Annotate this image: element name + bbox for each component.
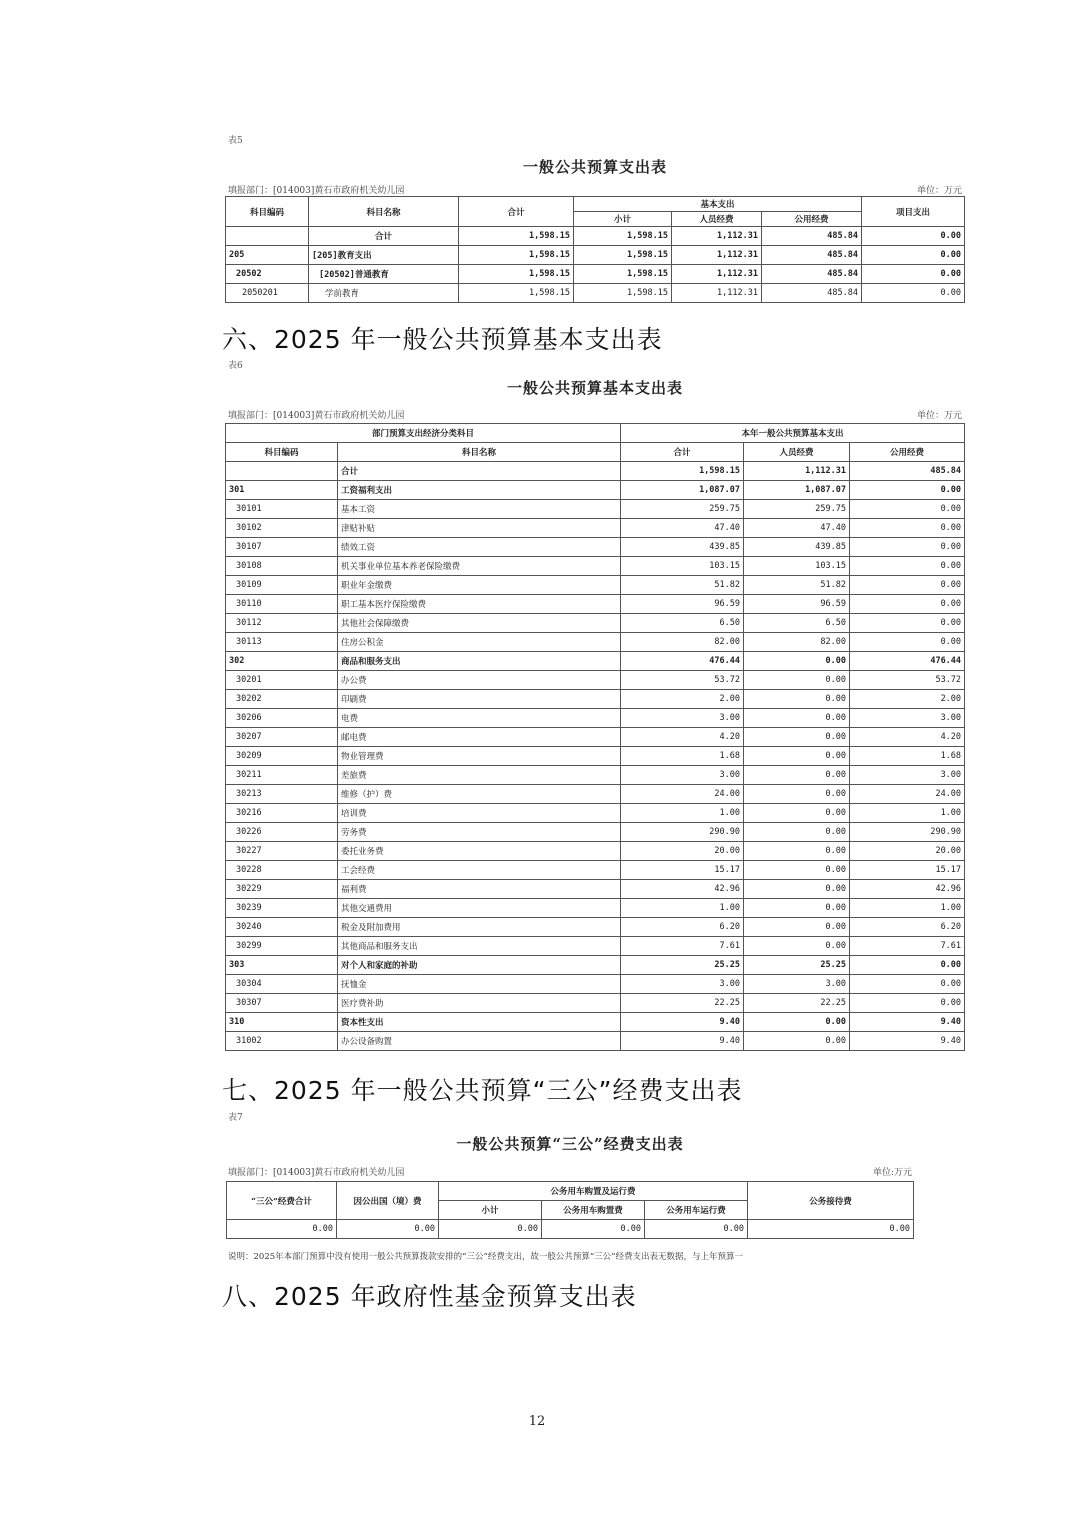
row-name: 办公费 (338, 671, 621, 690)
row-code: 30209 (226, 747, 338, 766)
t6-body (226, 462, 965, 1051)
row-personnel: 439.85 (744, 538, 850, 557)
table-row (226, 227, 965, 246)
row-total: 15.17 (621, 861, 744, 880)
row-public: 290.90 (850, 823, 965, 842)
row-personnel: 0.00 (744, 709, 850, 728)
row-personnel: 51.82 (744, 576, 850, 595)
row-project: 0.00 (862, 227, 965, 246)
t5-header-name: 科目名称 (309, 197, 459, 227)
row-public: 485.84 (762, 246, 862, 265)
table7-tag: 表7 (228, 1113, 243, 1123)
row-personnel: 25.25 (744, 956, 850, 975)
row-public: 0.00 (850, 633, 965, 652)
row-code: 301 (226, 481, 338, 500)
row-personnel: 47.40 (744, 519, 850, 538)
table-row (226, 690, 965, 709)
row-name: 学前教育 (309, 284, 459, 303)
row-name: 对个人和家庭的补助 (338, 956, 621, 975)
row-personnel: 0.00 (744, 1032, 850, 1051)
table7 (226, 1181, 914, 1239)
row-code: 30207 (226, 728, 338, 747)
table5-tag: 表5 (228, 136, 243, 146)
t7-operation: 0.00 (645, 1220, 748, 1239)
table-row (226, 861, 965, 880)
table6-dept: 填报部门：[014003]黄石市政府机关幼儿园 (228, 411, 405, 421)
row-total: 25.25 (621, 956, 744, 975)
row-name: 资本性支出 (338, 1013, 621, 1032)
row-personnel: 22.25 (744, 994, 850, 1013)
table-row (226, 994, 965, 1013)
row-public: 15.17 (850, 861, 965, 880)
t5-header-total: 合计 (459, 197, 574, 227)
row-public: 2.00 (850, 690, 965, 709)
table5-unit: 单位：万元 (916, 186, 962, 196)
row-personnel: 1,112.31 (672, 284, 762, 303)
row-public: 0.00 (850, 500, 965, 519)
table-row (226, 804, 965, 823)
t6-header-public: 公用经费 (850, 443, 965, 462)
row-name: 委托业务费 (338, 842, 621, 861)
row-subtotal: 1,598.15 (574, 227, 672, 246)
row-code: 30202 (226, 690, 338, 709)
row-total: 2.00 (621, 690, 744, 709)
table-row (226, 766, 965, 785)
row-project: 0.00 (862, 284, 965, 303)
row-total: 9.40 (621, 1032, 744, 1051)
row-personnel: 96.59 (744, 595, 850, 614)
table7-dept: 填报部门：[014003]黄石市政府机关幼儿园 (228, 1168, 405, 1178)
row-public: 485.84 (762, 227, 862, 246)
row-public: 53.72 (850, 671, 965, 690)
row-public: 20.00 (850, 842, 965, 861)
row-public: 0.00 (850, 576, 965, 595)
row-name: 劳务费 (338, 823, 621, 842)
row-total: 3.00 (621, 766, 744, 785)
row-code: 30304 (226, 975, 338, 994)
row-total: 42.96 (621, 880, 744, 899)
table-row (226, 842, 965, 861)
table5 (225, 196, 965, 303)
row-public: 1.00 (850, 804, 965, 823)
row-public: 3.00 (850, 709, 965, 728)
row-personnel: 1,112.31 (672, 265, 762, 284)
row-name: 机关事业单位基本养老保险缴费 (338, 557, 621, 576)
row-name: 绩效工资 (338, 538, 621, 557)
row-public: 6.20 (850, 918, 965, 937)
row-name: 办公设备购置 (338, 1032, 621, 1051)
t5-body (226, 227, 965, 303)
table-row (226, 899, 965, 918)
row-public: 24.00 (850, 785, 965, 804)
row-personnel: 0.00 (744, 918, 850, 937)
row-total: 1,598.15 (459, 284, 574, 303)
row-personnel: 0.00 (744, 823, 850, 842)
table-row (226, 671, 965, 690)
row-code: 30201 (226, 671, 338, 690)
table-row (226, 481, 965, 500)
row-project: 0.00 (862, 246, 965, 265)
table-row (226, 728, 965, 747)
t7-total: 0.00 (227, 1220, 337, 1239)
t5-header-public: 公用经费 (762, 212, 862, 227)
row-code: 30226 (226, 823, 338, 842)
row-code: 30107 (226, 538, 338, 557)
row-total: 96.59 (621, 595, 744, 614)
row-name: 其他社会保障缴费 (338, 614, 621, 633)
row-code: 30299 (226, 937, 338, 956)
row-public: 3.00 (850, 766, 965, 785)
row-code: 205 (226, 246, 309, 265)
table-row (226, 823, 965, 842)
t5-header-basic: 基本支出 (574, 197, 862, 212)
row-public: 42.96 (850, 880, 965, 899)
row-public: 0.00 (850, 956, 965, 975)
page-number: 12 (528, 1414, 546, 1429)
row-public: 485.84 (762, 284, 862, 303)
row-code: 30216 (226, 804, 338, 823)
row-code: 30240 (226, 918, 338, 937)
row-total: 24.00 (621, 785, 744, 804)
row-total: 82.00 (621, 633, 744, 652)
row-name: 津贴补贴 (338, 519, 621, 538)
row-personnel: 0.00 (744, 671, 850, 690)
row-personnel: 103.15 (744, 557, 850, 576)
row-total: 290.90 (621, 823, 744, 842)
row-total: 51.82 (621, 576, 744, 595)
table-row (226, 576, 965, 595)
row-total: 6.20 (621, 918, 744, 937)
row-personnel: 0.00 (744, 861, 850, 880)
t7-purchase: 0.00 (542, 1220, 645, 1239)
row-personnel: 0.00 (744, 937, 850, 956)
row-name: 工会经费 (338, 861, 621, 880)
table-row (226, 614, 965, 633)
row-code: 30307 (226, 994, 338, 1013)
table6-unit: 单位：万元 (916, 411, 962, 421)
row-total: 9.40 (621, 1013, 744, 1032)
t7-header-reception: 公务接待费 (748, 1182, 914, 1220)
row-code: 20502 (226, 265, 309, 284)
row-total: 6.50 (621, 614, 744, 633)
table-row (226, 918, 965, 937)
t6-header-group-right: 本年一般公共预算基本支出 (621, 424, 965, 443)
table-row (226, 265, 965, 284)
row-personnel: 0.00 (744, 785, 850, 804)
row-total: 4.20 (621, 728, 744, 747)
row-public: 0.00 (850, 538, 965, 557)
t5-header-subtotal: 小计 (574, 212, 672, 227)
row-personnel: 1,112.31 (744, 462, 850, 481)
row-code: 30213 (226, 785, 338, 804)
row-personnel: 3.00 (744, 975, 850, 994)
row-total: 20.00 (621, 842, 744, 861)
row-public: 1.00 (850, 899, 965, 918)
row-total: 47.40 (621, 519, 744, 538)
row-code: 31002 (226, 1032, 338, 1051)
row-total: 1.00 (621, 899, 744, 918)
row-total: 22.25 (621, 994, 744, 1013)
table-row (226, 956, 965, 975)
row-name: 医疗费补助 (338, 994, 621, 1013)
row-subtotal: 1,598.15 (574, 246, 672, 265)
row-total: 7.61 (621, 937, 744, 956)
table-row (226, 652, 965, 671)
row-code: 30206 (226, 709, 338, 728)
row-name: 邮电费 (338, 728, 621, 747)
row-personnel: 82.00 (744, 633, 850, 652)
row-public: 476.44 (850, 652, 965, 671)
row-total: 1.00 (621, 804, 744, 823)
row-personnel: 0.00 (744, 747, 850, 766)
row-personnel: 6.50 (744, 614, 850, 633)
row-name: 差旅费 (338, 766, 621, 785)
row-code: 2050201 (226, 284, 309, 303)
row-name: 职工基本医疗保险缴费 (338, 595, 621, 614)
row-code (226, 462, 338, 481)
row-code: 30109 (226, 576, 338, 595)
row-personnel: 1,112.31 (672, 227, 762, 246)
t7-reception: 0.00 (748, 1220, 914, 1239)
table6-title: 一般公共预算基本支出表 (506, 379, 683, 397)
row-name: 福利费 (338, 880, 621, 899)
row-personnel: 1,112.31 (672, 246, 762, 265)
table-row (226, 880, 965, 899)
t6-header-code: 科目编码 (226, 443, 338, 462)
t7-header-vehicle-group: 公务用车购置及运行费 (439, 1182, 748, 1201)
table-row (226, 709, 965, 728)
row-name: 合计 (309, 227, 459, 246)
row-total: 259.75 (621, 500, 744, 519)
row-subtotal: 1,598.15 (574, 284, 672, 303)
row-name: 其他商品和服务支出 (338, 937, 621, 956)
t6-header-total: 合计 (621, 443, 744, 462)
table-row (226, 595, 965, 614)
table-row (226, 538, 965, 557)
row-code: 30102 (226, 519, 338, 538)
table-row (227, 1220, 914, 1239)
row-public: 9.40 (850, 1032, 965, 1051)
row-project: 0.00 (862, 265, 965, 284)
row-total: 3.00 (621, 975, 744, 994)
row-name: 基本工资 (338, 500, 621, 519)
row-public: 485.84 (850, 462, 965, 481)
table5-dept: 填报部门：[014003]黄石市政府机关幼儿园 (228, 186, 405, 196)
row-personnel: 0.00 (744, 728, 850, 747)
row-personnel: 0.00 (744, 652, 850, 671)
table-row (226, 557, 965, 576)
row-name: 住房公积金 (338, 633, 621, 652)
row-name: 其他交通费用 (338, 899, 621, 918)
table6-tag: 表6 (228, 361, 243, 371)
section-heading-7: 七、2025 年一般公共预算“三公”经费支出表 (222, 1076, 743, 1105)
row-code: 310 (226, 1013, 338, 1032)
row-total: 1,087.07 (621, 481, 744, 500)
row-total: 1,598.15 (459, 227, 574, 246)
row-personnel: 0.00 (744, 880, 850, 899)
row-code (226, 227, 309, 246)
table5-title: 一般公共预算支出表 (522, 158, 667, 176)
row-personnel: 0.00 (744, 899, 850, 918)
t5-header-personnel: 人员经费 (672, 212, 762, 227)
row-personnel: 0.00 (744, 842, 850, 861)
row-total: 1,598.15 (459, 246, 574, 265)
row-personnel: 259.75 (744, 500, 850, 519)
row-code: 303 (226, 956, 338, 975)
t6-header-name: 科目名称 (338, 443, 621, 462)
row-public: 9.40 (850, 1013, 965, 1032)
row-name: 印刷费 (338, 690, 621, 709)
row-public: 4.20 (850, 728, 965, 747)
row-name: 维修（护）费 (338, 785, 621, 804)
row-public: 0.00 (850, 557, 965, 576)
section-heading-6: 六、2025 年一般公共预算基本支出表 (222, 325, 663, 354)
t6-header-group-left: 部门预算支出经济分类科目 (226, 424, 621, 443)
row-public: 485.84 (762, 265, 862, 284)
row-name: 物业管理费 (338, 747, 621, 766)
t7-header-operation: 公务用车运行费 (645, 1201, 748, 1220)
row-name: 培训费 (338, 804, 621, 823)
table7-unit: 单位:万元 (872, 1168, 912, 1178)
t5-header-code: 科目编码 (226, 197, 309, 227)
row-name: 职业年金缴费 (338, 576, 621, 595)
table-row (226, 975, 965, 994)
row-name: 合计 (338, 462, 621, 481)
row-code: 30228 (226, 861, 338, 880)
row-personnel: 1,087.07 (744, 481, 850, 500)
section-heading-8: 八、2025 年政府性基金预算支出表 (222, 1282, 637, 1311)
row-code: 302 (226, 652, 338, 671)
row-total: 1,598.15 (459, 265, 574, 284)
row-code: 30211 (226, 766, 338, 785)
table7-note: 说明：2025年本部门预算中没有使用一般公共预算拨款安排的“三公”经费支出，故一般公共预算“三公”经费支出表无数据，与上年预算一 (228, 1252, 744, 1262)
row-personnel: 0.00 (744, 766, 850, 785)
row-code: 30113 (226, 633, 338, 652)
t7-header-total: “三公”经费合计 (227, 1182, 337, 1220)
row-public: 0.00 (850, 975, 965, 994)
row-name: 工资福利支出 (338, 481, 621, 500)
row-public: 0.00 (850, 595, 965, 614)
table-row (226, 1013, 965, 1032)
row-code: 30101 (226, 500, 338, 519)
t6-header-personnel: 人员经费 (744, 443, 850, 462)
row-name: 商品和服务支出 (338, 652, 621, 671)
row-subtotal: 1,598.15 (574, 265, 672, 284)
row-name: 税金及附加费用 (338, 918, 621, 937)
table6 (225, 423, 965, 1051)
row-public: 7.61 (850, 937, 965, 956)
table-row (226, 785, 965, 804)
t5-header-project: 项目支出 (862, 197, 965, 227)
table-row (226, 937, 965, 956)
row-code: 30229 (226, 880, 338, 899)
row-public: 0.00 (850, 481, 965, 500)
row-code: 30110 (226, 595, 338, 614)
table7-title: 一般公共预算“三公”经费支出表 (456, 1135, 684, 1153)
row-code: 30112 (226, 614, 338, 633)
row-total: 439.85 (621, 538, 744, 557)
table-row (226, 747, 965, 766)
table-row (226, 246, 965, 265)
row-personnel: 0.00 (744, 1013, 850, 1032)
row-personnel: 0.00 (744, 804, 850, 823)
row-name: 电费 (338, 709, 621, 728)
row-name: 抚恤金 (338, 975, 621, 994)
row-total: 1,598.15 (621, 462, 744, 481)
row-public: 0.00 (850, 519, 965, 538)
t7-header-subtotal: 小计 (439, 1201, 542, 1220)
row-public: 0.00 (850, 614, 965, 633)
row-code: 30108 (226, 557, 338, 576)
row-total: 53.72 (621, 671, 744, 690)
table-row (226, 519, 965, 538)
row-public: 1.68 (850, 747, 965, 766)
t7-header-abroad: 因公出国（境）费 (337, 1182, 439, 1220)
table-row (226, 1032, 965, 1051)
t7-subtotal: 0.00 (439, 1220, 542, 1239)
row-code: 30239 (226, 899, 338, 918)
row-name: [20502]普通教育 (309, 265, 459, 284)
row-total: 103.15 (621, 557, 744, 576)
row-total: 3.00 (621, 709, 744, 728)
table-row (226, 633, 965, 652)
t7-header-purchase: 公务用车购置费 (542, 1201, 645, 1220)
row-total: 1.68 (621, 747, 744, 766)
table-row (226, 462, 965, 481)
table-row (226, 500, 965, 519)
table-row (226, 284, 965, 303)
row-code: 30227 (226, 842, 338, 861)
row-public: 0.00 (850, 994, 965, 1013)
row-personnel: 0.00 (744, 690, 850, 709)
row-name: [205]教育支出 (309, 246, 459, 265)
row-total: 476.44 (621, 652, 744, 671)
t7-abroad: 0.00 (337, 1220, 439, 1239)
